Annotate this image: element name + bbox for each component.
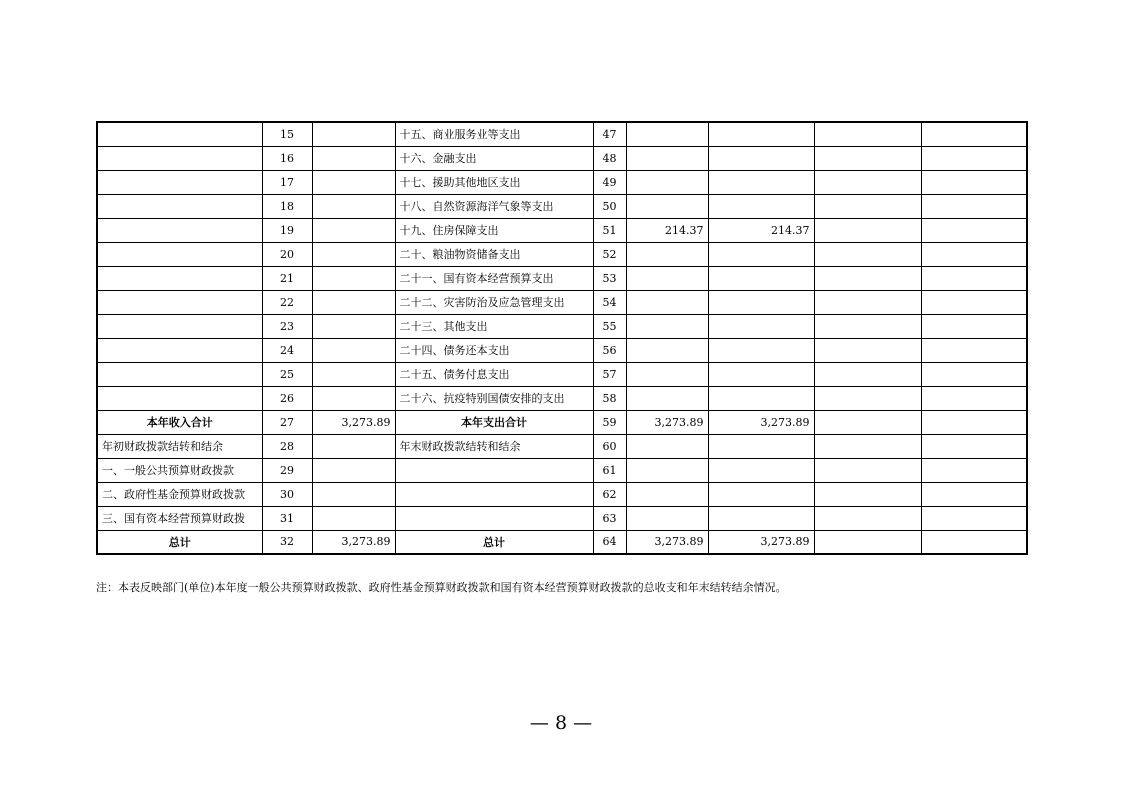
- expense-total-cell: [626, 194, 708, 218]
- income-item-cell: [97, 122, 262, 146]
- table-row: [97, 170, 1027, 194]
- general-budget-cell: [708, 314, 814, 338]
- expense-row-number-cell: 57: [593, 362, 626, 386]
- income-row-number-cell: 32: [262, 530, 312, 554]
- income-row-number-cell: 25: [262, 362, 312, 386]
- fund-budget-cell: [814, 170, 921, 194]
- general-budget-cell: 3,273.89: [708, 530, 814, 554]
- fund-budget-cell: [814, 458, 921, 482]
- income-amount-cell: [312, 146, 395, 170]
- table-body: [97, 122, 1027, 554]
- general-budget-cell: [708, 482, 814, 506]
- income-row-number-cell: 28: [262, 434, 312, 458]
- expense-row-number-cell: 62: [593, 482, 626, 506]
- table-row: [97, 338, 1027, 362]
- expense-row-number-cell: 64: [593, 530, 626, 554]
- income-amount-cell: [312, 290, 395, 314]
- table-row: [97, 122, 1027, 146]
- expense-total-cell: [626, 362, 708, 386]
- expense-item-cell: 本年支出合计: [395, 410, 593, 434]
- fund-budget-cell: [814, 362, 921, 386]
- income-row-number-cell: 22: [262, 290, 312, 314]
- expense-total-cell: [626, 290, 708, 314]
- expense-item-cell: [395, 506, 593, 530]
- general-budget-cell: [708, 434, 814, 458]
- state-capital-budget-cell: [921, 242, 1027, 266]
- income-item-cell: [97, 314, 262, 338]
- fund-budget-cell: [814, 122, 921, 146]
- state-capital-budget-cell: [921, 290, 1027, 314]
- income-row-number-cell: 15: [262, 122, 312, 146]
- income-row-number-cell: 23: [262, 314, 312, 338]
- state-capital-budget-cell: [921, 434, 1027, 458]
- general-budget-cell: [708, 338, 814, 362]
- income-amount-cell: [312, 266, 395, 290]
- expense-total-cell: [626, 146, 708, 170]
- general-budget-cell: 214.37: [708, 218, 814, 242]
- income-item-cell: 三、国有资本经营预算财政拨: [97, 506, 262, 530]
- fund-budget-cell: [814, 410, 921, 434]
- state-capital-budget-cell: [921, 194, 1027, 218]
- income-amount-cell: [312, 458, 395, 482]
- expense-item-cell: 二十二、灾害防治及应急管理支出: [395, 290, 593, 314]
- expense-item-cell: 十五、商业服务业等支出: [395, 122, 593, 146]
- table-row: [97, 218, 1027, 242]
- income-row-number-cell: 18: [262, 194, 312, 218]
- income-amount-cell: [312, 434, 395, 458]
- budget-table: [96, 121, 1028, 555]
- state-capital-budget-cell: [921, 506, 1027, 530]
- expense-row-number-cell: 54: [593, 290, 626, 314]
- expense-row-number-cell: 53: [593, 266, 626, 290]
- general-budget-cell: [708, 122, 814, 146]
- expense-item-cell: 总计: [395, 530, 593, 554]
- state-capital-budget-cell: [921, 458, 1027, 482]
- income-item-cell: [97, 242, 262, 266]
- expense-row-number-cell: 51: [593, 218, 626, 242]
- table-row: [97, 362, 1027, 386]
- income-item-cell: [97, 290, 262, 314]
- fund-budget-cell: [814, 266, 921, 290]
- state-capital-budget-cell: [921, 386, 1027, 410]
- expense-total-cell: [626, 482, 708, 506]
- expense-item-cell: [395, 458, 593, 482]
- expense-row-number-cell: 58: [593, 386, 626, 410]
- income-item-cell: [97, 146, 262, 170]
- table-row: [97, 146, 1027, 170]
- expense-item-cell: 二十三、其他支出: [395, 314, 593, 338]
- state-capital-budget-cell: [921, 482, 1027, 506]
- income-amount-cell: [312, 170, 395, 194]
- income-item-cell: 年初财政拨款结转和结余: [97, 434, 262, 458]
- table-row: [97, 242, 1027, 266]
- income-item-cell: [97, 170, 262, 194]
- expense-row-number-cell: 50: [593, 194, 626, 218]
- income-amount-cell: [312, 338, 395, 362]
- expense-total-cell: [626, 338, 708, 362]
- fund-budget-cell: [814, 530, 921, 554]
- income-row-number-cell: 30: [262, 482, 312, 506]
- general-budget-cell: 3,273.89: [708, 410, 814, 434]
- expense-total-cell: [626, 170, 708, 194]
- table-row: [97, 458, 1027, 482]
- expense-item-cell: [395, 482, 593, 506]
- expense-total-cell: [626, 266, 708, 290]
- fund-budget-cell: [814, 218, 921, 242]
- fund-budget-cell: [814, 242, 921, 266]
- income-item-cell: [97, 218, 262, 242]
- income-item-cell: [97, 386, 262, 410]
- expense-total-cell: 3,273.89: [626, 530, 708, 554]
- income-amount-cell: [312, 506, 395, 530]
- fund-budget-cell: [814, 314, 921, 338]
- fund-budget-cell: [814, 338, 921, 362]
- income-item-cell: [97, 266, 262, 290]
- general-budget-cell: [708, 242, 814, 266]
- table-row: [97, 434, 1027, 458]
- table-row: [97, 530, 1027, 554]
- income-item-cell: [97, 194, 262, 218]
- income-item-cell: 总计: [97, 530, 262, 554]
- fund-budget-cell: [814, 146, 921, 170]
- income-row-number-cell: 21: [262, 266, 312, 290]
- income-item-cell: 本年收入合计: [97, 410, 262, 434]
- table-row: [97, 266, 1027, 290]
- income-row-number-cell: 29: [262, 458, 312, 482]
- state-capital-budget-cell: [921, 218, 1027, 242]
- income-row-number-cell: 17: [262, 170, 312, 194]
- general-budget-cell: [708, 362, 814, 386]
- expense-row-number-cell: 63: [593, 506, 626, 530]
- income-amount-cell: [312, 314, 395, 338]
- income-amount-cell: [312, 482, 395, 506]
- fund-budget-cell: [814, 386, 921, 410]
- expense-total-cell: [626, 434, 708, 458]
- state-capital-budget-cell: [921, 338, 1027, 362]
- expense-row-number-cell: 49: [593, 170, 626, 194]
- state-capital-budget-cell: [921, 362, 1027, 386]
- expense-row-number-cell: 60: [593, 434, 626, 458]
- income-amount-cell: 3,273.89: [312, 530, 395, 554]
- expense-total-cell: 3,273.89: [626, 410, 708, 434]
- table-row: [97, 482, 1027, 506]
- page-number: — 8 —: [529, 712, 593, 734]
- general-budget-cell: [708, 194, 814, 218]
- fund-budget-cell: [814, 194, 921, 218]
- income-item-cell: [97, 362, 262, 386]
- table-row: [97, 410, 1027, 434]
- expense-item-cell: 二十四、债务还本支出: [395, 338, 593, 362]
- fund-budget-cell: [814, 434, 921, 458]
- income-row-number-cell: 24: [262, 338, 312, 362]
- general-budget-cell: [708, 290, 814, 314]
- state-capital-budget-cell: [921, 122, 1027, 146]
- expense-row-number-cell: 56: [593, 338, 626, 362]
- expense-total-cell: 214.37: [626, 218, 708, 242]
- fund-budget-cell: [814, 290, 921, 314]
- expense-item-cell: 十八、自然资源海洋气象等支出: [395, 194, 593, 218]
- expense-total-cell: [626, 314, 708, 338]
- income-amount-cell: [312, 362, 395, 386]
- expense-total-cell: [626, 506, 708, 530]
- general-budget-cell: [708, 506, 814, 530]
- expense-row-number-cell: 59: [593, 410, 626, 434]
- table-note: 注：本表反映部门(单位)本年度一般公共预算财政拨款、政府性基金预算财政拨款和国有资本经营预算财政拨款的总收支和年末结转结余情况。: [96, 581, 787, 594]
- expense-total-cell: [626, 458, 708, 482]
- state-capital-budget-cell: [921, 530, 1027, 554]
- income-amount-cell: [312, 218, 395, 242]
- income-item-cell: [97, 338, 262, 362]
- expense-total-cell: [626, 386, 708, 410]
- income-amount-cell: [312, 194, 395, 218]
- expense-item-cell: 二十、粮油物资储备支出: [395, 242, 593, 266]
- general-budget-cell: [708, 146, 814, 170]
- income-amount-cell: [312, 242, 395, 266]
- income-row-number-cell: 19: [262, 218, 312, 242]
- table-row: [97, 194, 1027, 218]
- table-row: [97, 290, 1027, 314]
- income-amount-cell: [312, 122, 395, 146]
- expense-row-number-cell: 47: [593, 122, 626, 146]
- income-item-cell: 二、政府性基金预算财政拨款: [97, 482, 262, 506]
- state-capital-budget-cell: [921, 266, 1027, 290]
- expense-item-cell: 年末财政拨款结转和结余: [395, 434, 593, 458]
- table-row: [97, 506, 1027, 530]
- income-row-number-cell: 27: [262, 410, 312, 434]
- table-row: [97, 314, 1027, 338]
- general-budget-cell: [708, 386, 814, 410]
- income-amount-cell: 3,273.89: [312, 410, 395, 434]
- income-row-number-cell: 16: [262, 146, 312, 170]
- income-row-number-cell: 31: [262, 506, 312, 530]
- general-budget-cell: [708, 170, 814, 194]
- fund-budget-cell: [814, 482, 921, 506]
- expense-item-cell: 十九、住房保障支出: [395, 218, 593, 242]
- income-row-number-cell: 26: [262, 386, 312, 410]
- expense-item-cell: 十六、金融支出: [395, 146, 593, 170]
- state-capital-budget-cell: [921, 146, 1027, 170]
- expense-row-number-cell: 61: [593, 458, 626, 482]
- expense-item-cell: 十七、援助其他地区支出: [395, 170, 593, 194]
- expense-item-cell: 二十五、债务付息支出: [395, 362, 593, 386]
- general-budget-cell: [708, 458, 814, 482]
- expense-item-cell: 二十一、国有资本经营预算支出: [395, 266, 593, 290]
- general-budget-cell: [708, 266, 814, 290]
- income-row-number-cell: 20: [262, 242, 312, 266]
- state-capital-budget-cell: [921, 410, 1027, 434]
- expense-item-cell: 二十六、抗疫特别国债安排的支出: [395, 386, 593, 410]
- fund-budget-cell: [814, 506, 921, 530]
- expense-row-number-cell: 48: [593, 146, 626, 170]
- income-item-cell: 一、一般公共预算财政拨款: [97, 458, 262, 482]
- state-capital-budget-cell: [921, 314, 1027, 338]
- expense-total-cell: [626, 242, 708, 266]
- table-row: [97, 386, 1027, 410]
- state-capital-budget-cell: [921, 170, 1027, 194]
- expense-row-number-cell: 52: [593, 242, 626, 266]
- income-amount-cell: [312, 386, 395, 410]
- expense-total-cell: [626, 122, 708, 146]
- expense-row-number-cell: 55: [593, 314, 626, 338]
